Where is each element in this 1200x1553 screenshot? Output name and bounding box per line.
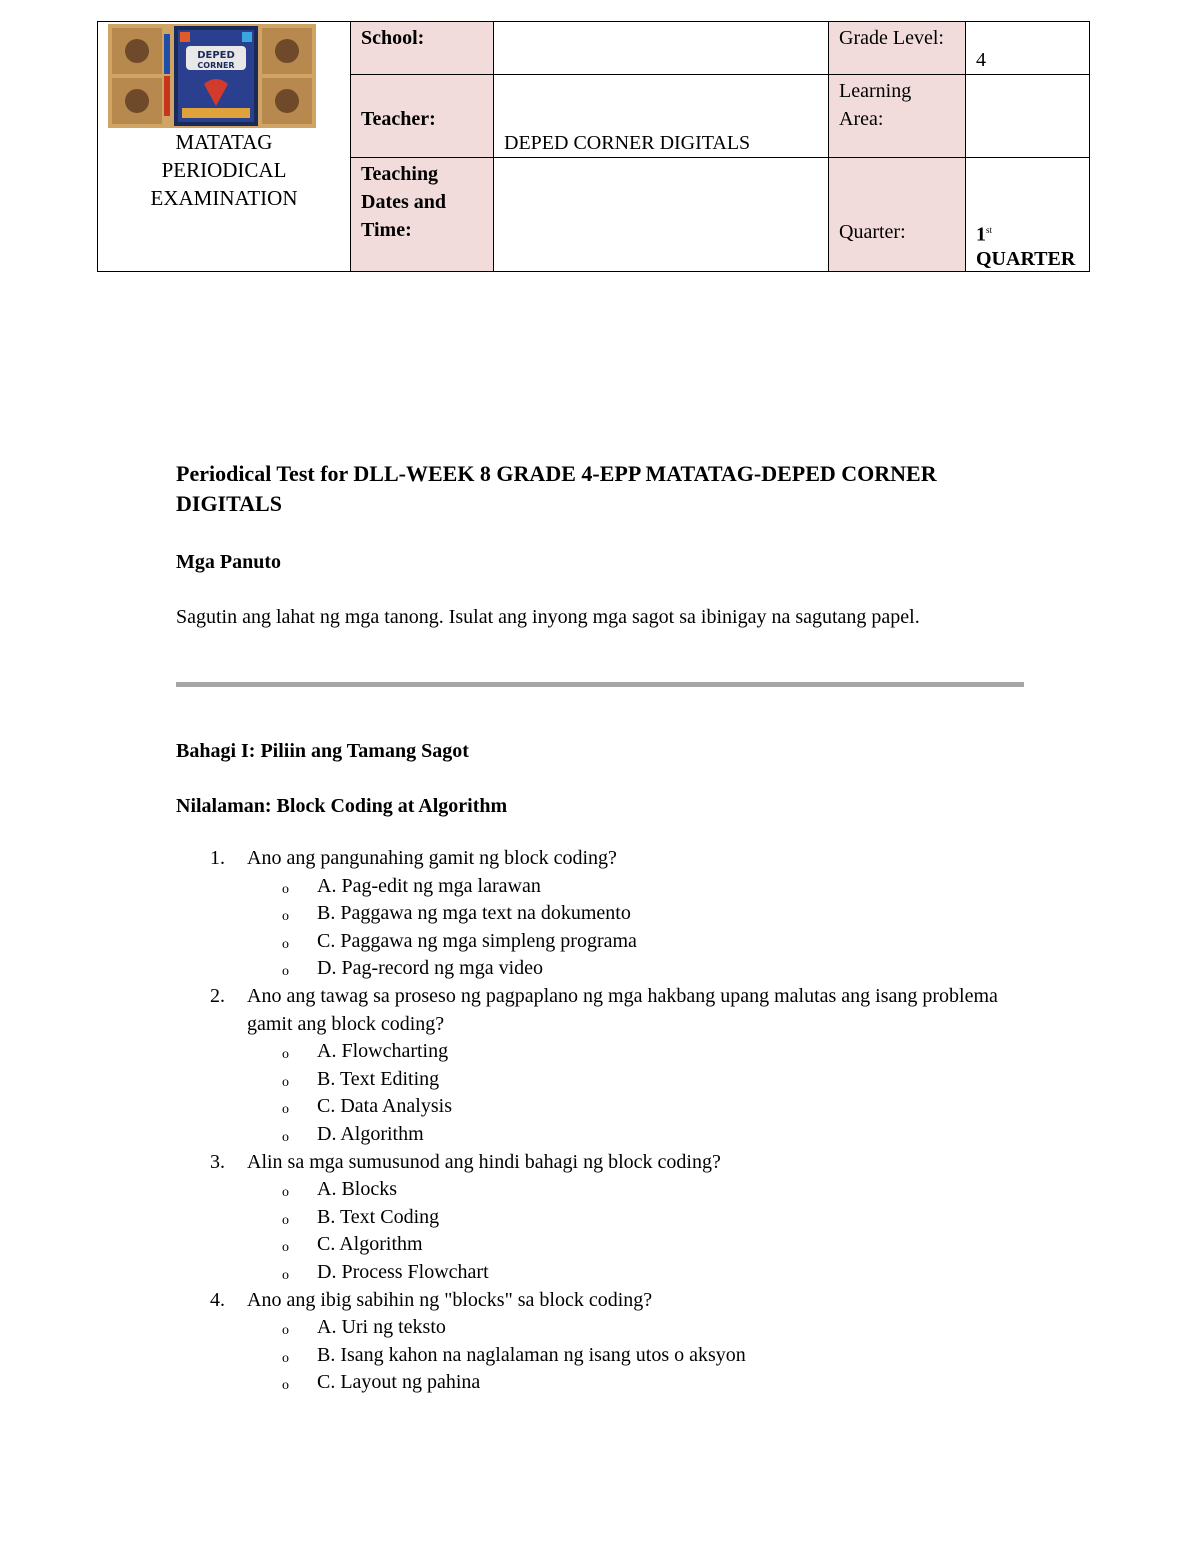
teacher-label: Teacher: (361, 108, 436, 130)
learning-area-label-cell (829, 75, 966, 158)
answer-option: A. Pag-edit ng mga larawan (317, 874, 541, 897)
option-bullet: o (282, 1102, 289, 1118)
question-number: 4. (210, 1288, 225, 1311)
answer-option: A. Blocks (317, 1178, 397, 1201)
option-bullet: o (282, 1323, 289, 1339)
grade-level-label-cell (829, 22, 966, 75)
option-bullet: o (282, 1047, 289, 1063)
exam-title-line: EXAMINATION (150, 186, 298, 210)
answer-option: B. Isang kahon na naglalaman ng isang utos o aksyon (317, 1343, 746, 1366)
quarter-label-cell (829, 158, 966, 272)
option-bullet: o (282, 1268, 289, 1283)
logo-image (108, 24, 316, 128)
learning-area-label: Learning Area: (839, 80, 912, 130)
option-bullet: o (282, 1378, 289, 1394)
question-text: Alin sa mga sumusunod ang hindi bahagi ng block coding? (247, 1150, 721, 1173)
quarter-value-num: 1 (976, 223, 986, 246)
question-number: 1. (210, 847, 225, 869)
option-bullet: o (282, 909, 289, 925)
answer-option: D. Pag-record ng mga video (317, 957, 544, 980)
answer-option: B. Text Editing (317, 1067, 440, 1090)
teacher-label-cell (351, 75, 494, 158)
question-number: 2. (210, 985, 225, 1007)
grade-level-value: 4 (976, 49, 986, 71)
answer-option: D. Algorithm (317, 1123, 424, 1145)
deped-corner-logo (108, 24, 316, 128)
teacher-value: DEPED CORNER DIGITALS (504, 132, 751, 154)
teacher-value-cell (494, 75, 829, 158)
school-label: School: (361, 27, 425, 49)
school-value-cell (494, 22, 829, 75)
question-text: Ano ang pangunahing gamit ng block coding? (247, 847, 617, 869)
question-text: Ano ang tawag sa proseso ng pagpaplano ng mga hakbang upang malutas ang isang problema gamit ang block coding? (247, 985, 998, 1035)
answer-option: C. Layout ng pahina (317, 1371, 481, 1394)
exam-title-line: MATATAG (175, 130, 273, 154)
question-text: Ano ang ibig sabihin ng "blocks" sa block coding? (247, 1288, 653, 1311)
answer-option: A. Flowcharting (317, 1040, 449, 1063)
learning-area-value-cell (966, 75, 1090, 158)
option-bullet: o (282, 1350, 289, 1366)
horizontal-divider (176, 682, 1024, 687)
option-bullet: o (282, 936, 289, 952)
quarter-label: Quarter: (839, 221, 906, 243)
grade-level-value-cell (966, 22, 1090, 75)
answer-option: A. Uri ng teksto (317, 1316, 446, 1339)
quarter-value-word: QUARTER (976, 247, 1076, 270)
option-bullet: o (282, 964, 289, 980)
option-bullet: o (282, 1240, 289, 1256)
exam-title (98, 128, 350, 212)
answer-option: B. Paggawa ng mga text na dokumento (317, 902, 631, 925)
option-bullet: o (282, 1212, 289, 1228)
quarter-value-cell (966, 158, 1090, 272)
svg-text:DEPED: DEPED (197, 50, 235, 61)
option-bullet: o (282, 881, 289, 897)
option-bullet: o (282, 1185, 289, 1201)
teaching-dates-label-cell (351, 158, 494, 272)
instructions-text: Sagutin ang lahat ng mga tanong. Isulat ang inyong mga sagot sa ibinigay na sagutang papel. (176, 606, 920, 628)
logo-cell (98, 22, 351, 272)
teaching-dates-label: Teaching Dates and Time: (361, 163, 447, 241)
question-number: 3. (210, 1150, 225, 1173)
answer-option: B. Text Coding (317, 1205, 440, 1228)
part-heading: Bahagi I: Piliin ang Tamang Sagot (176, 740, 469, 762)
grade-level-label: Grade Level: (839, 27, 944, 49)
answer-option: C. Algorithm (317, 1233, 423, 1256)
instructions-heading: Mga Panuto (176, 551, 281, 573)
content-heading: Nilalaman: Block Coding at Algorithm (176, 795, 508, 817)
svg-text:CORNER: CORNER (197, 61, 235, 70)
answer-option: D. Process Flowchart (317, 1261, 489, 1283)
answer-option: C. Data Analysis (317, 1095, 452, 1118)
option-bullet: o (282, 1074, 289, 1090)
header-table (97, 21, 1090, 272)
answer-option: C. Paggawa ng mga simpleng programa (317, 929, 637, 952)
quarter-value-sup: st (986, 225, 993, 235)
teaching-dates-value-cell (494, 158, 829, 272)
school-label-cell (351, 22, 494, 75)
exam-title-line: PERIODICAL (161, 158, 287, 182)
document-title: Periodical Test for DLL-WEEK 8 GRADE 4-EPP MATATAG-DEPED CORNER DIGITALS (176, 461, 937, 516)
option-bullet: o (282, 1130, 289, 1145)
